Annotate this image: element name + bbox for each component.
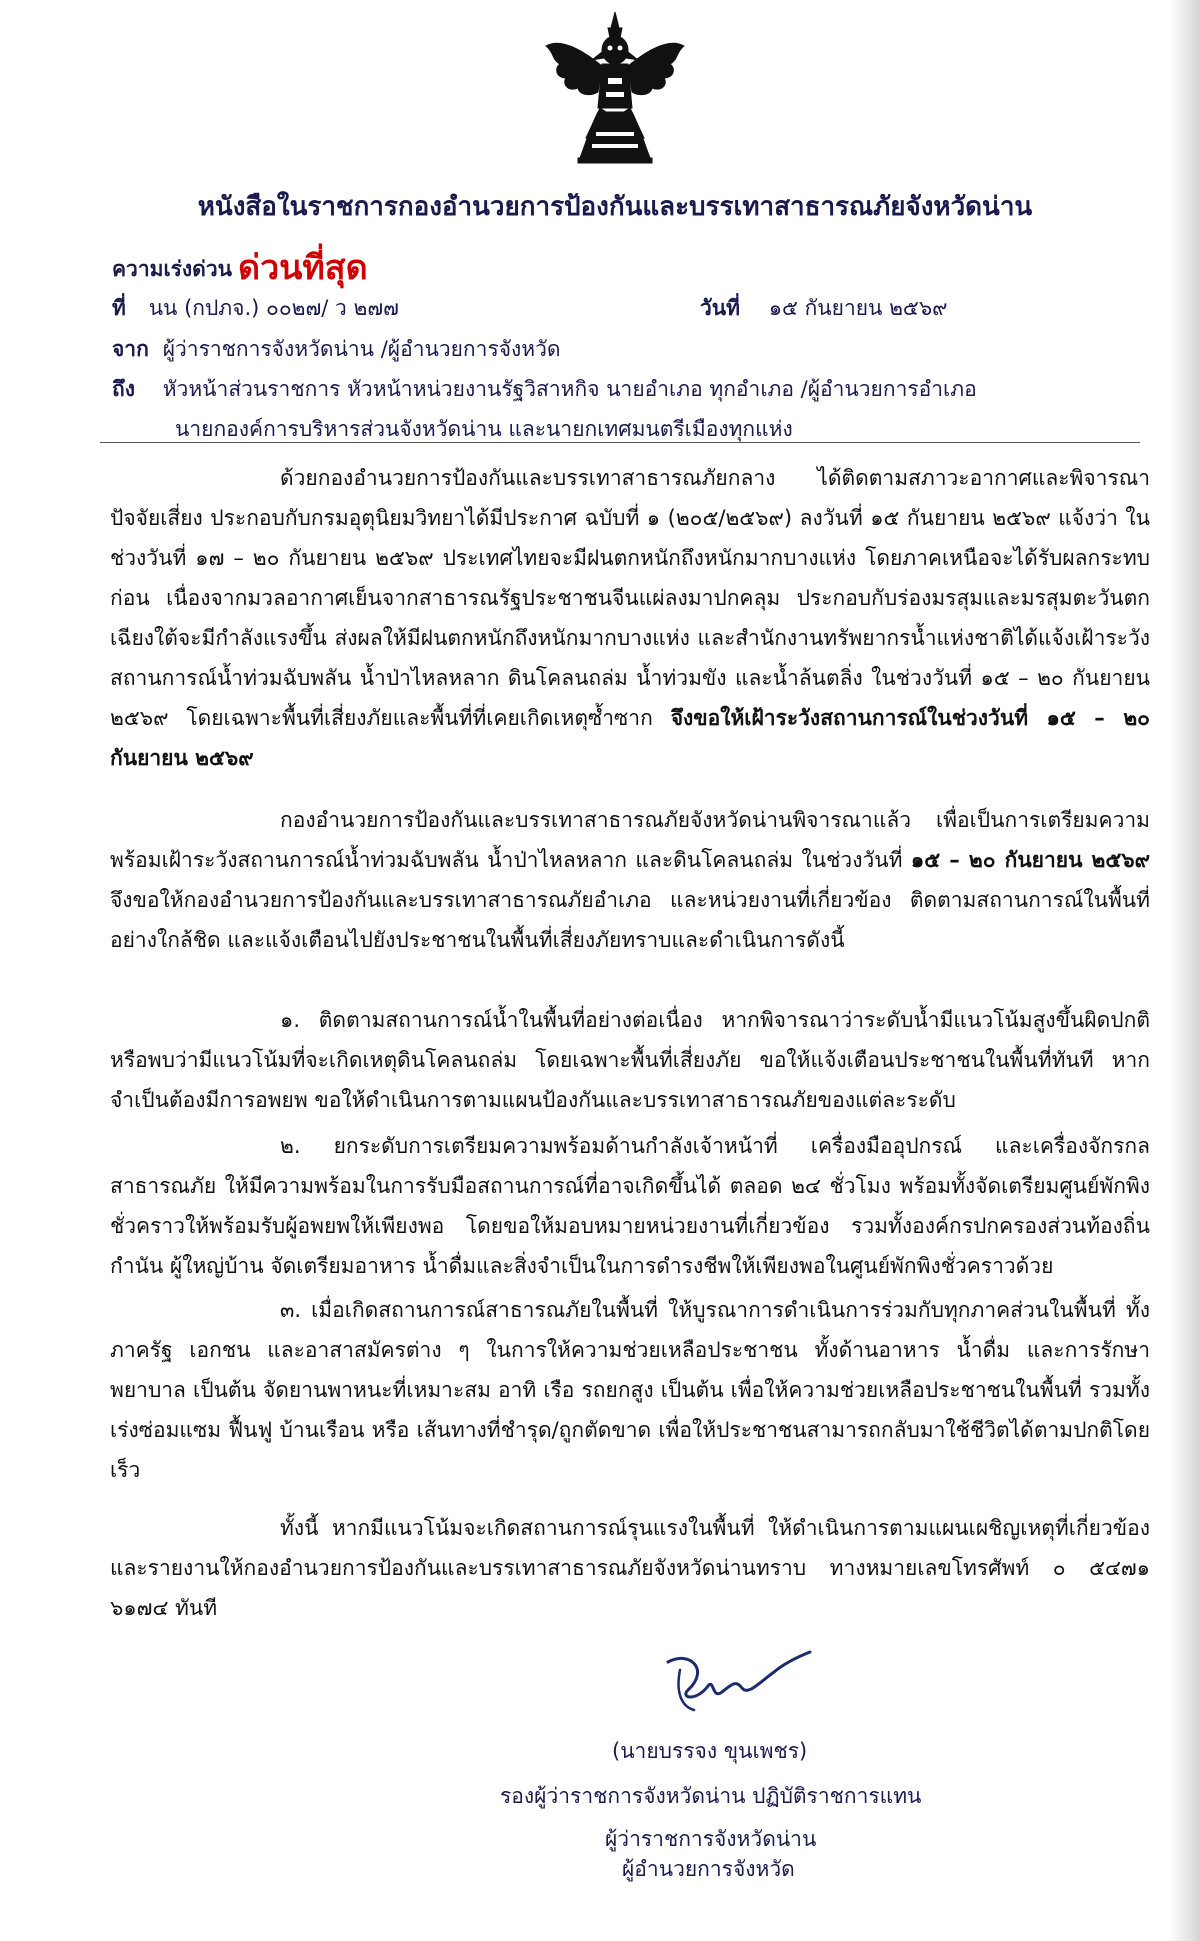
reference-line xyxy=(112,292,399,325)
paragraph-2-emphasis: ๑๕ – ๒๐ กันยายน ๒๕๖๙ xyxy=(910,848,1150,872)
signatory-position-deputy: รองผู้ว่าราชการจังหวัดน่าน ปฏิบัติราชการแทน xyxy=(500,1784,922,1808)
paragraph-2-start: กองอำนวยการป้องกันและบรรเทาสาธารณภัยจังหวัดน่านพิจารณาแล้ว เพื่อเป็นการเตรียมความพร้อมเฝ้าระวังสถานการณ์น้ำท่วมฉับพลัน น้ำป่าไหลหลาก และดินโคลนถล่ม ในช่วงวันที่ xyxy=(110,808,1150,872)
action-item-2 xyxy=(110,1126,1150,1286)
signatory-name: (นายบรรจง ขุนเพชร) xyxy=(612,1739,808,1763)
date-value: ๑๕ กันยายน ๒๕๖๙ xyxy=(768,296,948,320)
closing-text: ทั้งนี้ หากมีแนวโน้มจะเกิดสถานการณ์รุนแรงในพื้นที่ ให้ดำเนินการตามแผนเผชิญเหตุที่เกี่ยวข้อง และรายงานให้กองอำนวยการป้องกันและบรรเทาสาธารณภัยจังหวัดน่านทราบ ทางหมายเลขโทรศัพท์ ๐ ๕๔๗๑ ๖๑๗๔ ทันที xyxy=(110,1516,1150,1620)
handwritten-signature xyxy=(650,1640,820,1720)
paragraph-1-emphasis: จึงขอให้เฝ้าระวังสถานการณ์ในช่วงวันที่ ๑๕ – ๒๐ กันยายน ๒๕๖๙ xyxy=(110,706,1150,770)
urgency-line xyxy=(112,240,368,294)
from-label: จาก xyxy=(112,337,149,361)
from-value: ผู้ว่าราชการจังหวัดน่าน /ผู้อำนวยการจังหวัด xyxy=(162,337,561,361)
body-paragraph-1 xyxy=(110,458,1150,778)
reference-value: นน (กปภจ.) ๐๐๒๗/ ว ๒๗๗ xyxy=(148,296,399,320)
from-line xyxy=(112,333,561,366)
scan-edge-shadow xyxy=(1170,0,1200,1941)
action-item-2-text: ๒. ยกระดับการเตรียมความพร้อมด้านกำลังเจ้าหน้าที่ เครื่องมืออุปกรณ์ และเครื่องจักรกลสาธารณภัย ให้มีความพร้อมในการรับมือสถานการณ์ที่อาจเกิดขึ้นได้ ตลอด ๒๔ ชั่วโมง พร้อมทั้งจัดเตรียมศูนย์พักพิงชั่วคราวให้พร้อมรับผู้อพยพให้เพียงพอ โดยขอให้มอบหมายหน่วยงานที่เกี่ยวข้อง รวมทั้งองค์กรปกครองส่วนท้องถิ่น กำนัน ผู้ใหญ่บ้าน จัดเตรียมอาหาร น้ำดื่มและสิ่งจำเป็นในการดำรงชีพให้เพียงพอในศูนย์พักพิงชั่วคราวด้วย xyxy=(110,1134,1150,1278)
document-title: หนังสือในราชการกองอำนวยการป้องกันและบรรเทาสาธารณภัยจังหวัดน่าน xyxy=(197,192,1033,222)
action-item-3-text: ๓. เมื่อเกิดสถานการณ์สาธารณภัยในพื้นที่ ให้บูรณาการดำเนินการร่วมกับทุกภาคส่วนในพื้นที่ ทั้งภาครัฐ เอกชน และอาสาสมัครต่าง ๆ ในการให้ความช่วยเหลือประชาชน ทั้งด้านอาหาร น้ำดื่ม และการรักษาพยาบาล เป็นต้น จัดยานพาหนะที่เหมาะสม อาทิ เรือ รถยกสูง เป็นต้น เพื่อให้ความช่วยเหลือประชาชนในพื้นที่ รวมทั้ง เร่งซ่อมแซม ฟื้นฟู บ้านเรือน หรือ เส้นทางที่ชำรุด/ถูกตัดขาด เพื่อให้ประชาชนสามารถกลับมาใช้ชีวิตได้ตามปกติโดยเร็ว xyxy=(110,1298,1150,1482)
date-label: วันที่ xyxy=(700,296,740,320)
paragraph-1-text: ด้วยกองอำนวยการป้องกันและบรรเทาสาธารณภัยกลาง ได้ติดตามสภาวะอากาศและพิจารณาปัจจัยเสี่ยง ประกอบกับกรมอุตุนิยมวิทยาได้มีประกาศ ฉบับที่ ๑ (๒๐๕/๒๕๖๙) ลงวันที่ ๑๕ กันยายน ๒๕๖๙ แจ้งว่า ในช่วงวันที่ ๑๗ – ๒๐ กันยายน ๒๕๖๙ ประเทศไทยจะมีฝนตกหนักถึงหนักมากบางแห่ง โดยภาคเหนือจะได้รับผลกระทบก่อน เนื่องจากมวลอากาศเย็นจากสาธารณรัฐประชาชนจีนแผ่ลงมาปกคลุม ประกอบกับร่องมรสุมและมรสุมตะวันตกเฉียงใต้จะมีกำลังแรงขึ้น ส่งผลให้มีฝนตกหนักถึงหนักมากบางแห่ง และสำนักงานทรัพยากรน้ำแห่งชาติได้แจ้งเฝ้าระวังสถานการณ์น้ำท่วมฉับพลัน น้ำป่าไหลหลาก ดินโคลนถล่ม น้ำท่วมขัง และน้ำล้นตลิ่ง ในช่วงวันที่ ๑๕ – ๒๐ กันยายน ๒๕๖๙ โดยเฉพาะพื้นที่เสี่ยงภัยและพื้นที่ที่เคยเกิดเหตุซ้ำซาก xyxy=(110,466,1150,730)
action-item-3 xyxy=(110,1290,1150,1490)
date-line xyxy=(700,292,948,325)
to-label: ถึง xyxy=(112,377,135,401)
signatory-position-governor: ผู้ว่าราชการจังหวัดน่าน xyxy=(605,1827,817,1851)
to-line xyxy=(112,373,977,406)
action-item-1 xyxy=(110,1000,1150,1120)
paragraph-2-end: จึงขอให้กองอำนวยการป้องกันและบรรเทาสาธารณภัยอำเภอ และหน่วยงานที่เกี่ยวข้อง ติดตามสถานการณ์ในพื้นที่ อย่างใกล้ชิด และแจ้งเตือนไปยังประชาชนในพื้นที่เสี่ยงภัยทราบและดำเนินการดังนี้ xyxy=(110,888,1150,952)
to-value-line1: หัวหน้าส่วนราชการ หัวหน้าหน่วยงานรัฐวิสาหกิจ นายอำเภอ ทุกอำเภอ /ผู้อำนวยการอำเภอ xyxy=(162,377,977,401)
urgency-value: ด่วนที่สุด xyxy=(237,248,368,288)
to-value-line2: นายกองค์การบริหารส่วนจังหวัดน่าน และนายกเทศมนตรีเมืองทุกแห่ง xyxy=(175,417,793,441)
body-paragraph-2 xyxy=(110,800,1150,960)
reference-label: ที่ xyxy=(112,296,126,320)
urgency-label: ความเร่งด่วน xyxy=(112,257,232,281)
garuda-emblem-icon xyxy=(540,8,690,168)
signatory-position-director: ผู้อำนวยการจังหวัด xyxy=(622,1857,795,1881)
closing-paragraph xyxy=(110,1508,1150,1628)
action-item-1-text: ๑. ติดตามสถานการณ์น้ำในพื้นที่อย่างต่อเนื่อง หากพิจารณาว่าระดับน้ำมีแนวโน้มสูงขึ้นผิดปกติ หรือพบว่ามีแนวโน้มที่จะเกิดเหตุดินโคลนถล่ม โดยเฉพาะพื้นที่เสี่ยงภัย ขอให้แจ้งเตือนประชาชนในพื้นที่ทันที หากจำเป็นต้องมีการอพยพ ขอให้ดำเนินการตามแผนป้องกันและบรรเทาสาธารณภัยของแต่ละระดับ xyxy=(110,1008,1150,1112)
header-divider xyxy=(100,442,1140,443)
